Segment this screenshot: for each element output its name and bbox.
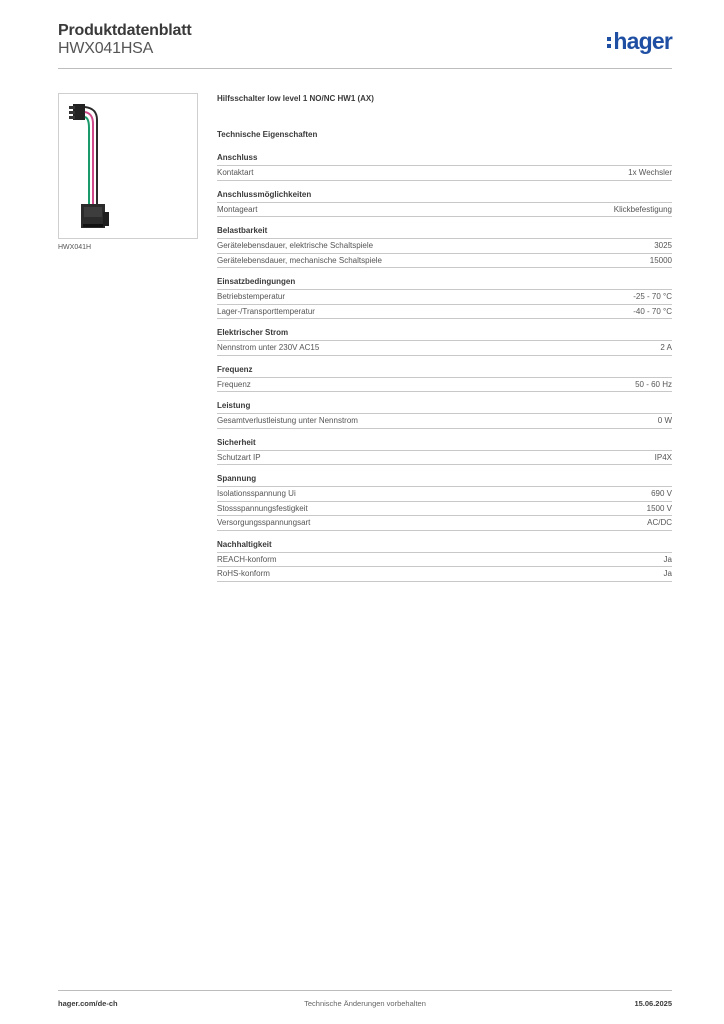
auxiliary-switch-illustration	[59, 94, 197, 238]
logo-mark-icon	[607, 37, 611, 48]
spec-row	[217, 516, 672, 531]
spec-value: 2 A	[660, 343, 672, 352]
spec-label: Gerätelebensdauer, mechanische Schaltspiele	[217, 255, 382, 265]
spec-label: Gesamtverlustleistung unter Nennstrom	[217, 416, 358, 425]
spec-label: Kontaktart	[217, 168, 254, 177]
spec-row	[217, 487, 672, 502]
spec-label: Lager-/Transporttemperatur	[217, 306, 315, 316]
spec-label: Versorgungsspannungsart	[217, 518, 311, 527]
spec-row	[217, 553, 672, 568]
spec-value: -25 - 70 °C	[633, 292, 672, 301]
spec-group-title: Belastbarkeit	[217, 225, 672, 239]
spec-value: 1x Wechsler	[628, 168, 672, 177]
spec-row	[217, 567, 672, 582]
image-caption: HWX041H	[58, 244, 92, 251]
spec-value: -40 - 70 °C	[633, 306, 672, 316]
spec-group	[217, 473, 672, 531]
spec-value: 0 W	[657, 416, 672, 425]
spec-group	[217, 276, 672, 319]
spec-row	[217, 378, 672, 393]
spec-label: Isolationsspannung Ui	[217, 489, 296, 498]
spec-row	[217, 239, 672, 254]
page-footer	[58, 990, 672, 1008]
spec-label: Nennstrom unter 230V AC15	[217, 343, 320, 352]
spec-value: IP4X	[654, 452, 672, 462]
spec-group	[217, 539, 672, 582]
spec-group	[217, 364, 672, 393]
specifications	[217, 94, 672, 582]
spec-label: REACH-konform	[217, 554, 277, 564]
spec-label: Schutzart IP	[217, 452, 261, 462]
footer-website-link[interactable]: hager.com/de-ch	[58, 999, 118, 1008]
spec-row	[217, 254, 672, 269]
footer-notice: Technische Änderungen vorbehalten	[304, 999, 426, 1008]
spec-row	[217, 166, 672, 181]
spec-row	[217, 451, 672, 466]
spec-group-title: Nachhaltigkeit	[217, 539, 672, 553]
spec-group-title: Frequenz	[217, 364, 672, 378]
spec-row	[217, 341, 672, 356]
spec-group-title: Einsatzbedingungen	[217, 276, 672, 290]
spec-row	[217, 502, 672, 517]
spec-label: Stossspannungsfestigkeit	[217, 503, 308, 513]
spec-value: 690 V	[651, 489, 672, 498]
spec-label: Betriebstemperatur	[217, 292, 286, 301]
spec-value: 1500 V	[646, 503, 672, 513]
spec-group-title: Anschlussmöglichkeiten	[217, 189, 672, 203]
document-title: Produktdatenblatt	[58, 22, 192, 39]
logo-text: hager	[613, 28, 672, 54]
spec-label: RoHS-konform	[217, 569, 270, 578]
spec-group	[217, 189, 672, 218]
spec-group	[217, 327, 672, 356]
spec-group-title: Leistung	[217, 400, 672, 414]
spec-row	[217, 414, 672, 429]
spec-group	[217, 225, 672, 268]
spec-group	[217, 400, 672, 429]
header-divider	[58, 68, 672, 69]
hager-logo	[607, 28, 672, 55]
spec-value: 3025	[654, 241, 672, 250]
product-name: Hilfsschalter low level 1 NO/NC HW1 (AX)	[217, 94, 374, 103]
spec-value: Klickbefestigung	[613, 204, 672, 214]
section-title: Technische Eigenschaften	[217, 130, 318, 139]
spec-value: Ja	[663, 569, 672, 578]
spec-value: Ja	[663, 554, 672, 564]
spec-group	[217, 437, 672, 466]
spec-group-title: Sicherheit	[217, 437, 672, 451]
spec-group-title: Spannung	[217, 473, 672, 487]
spec-value: 50 - 60 Hz	[635, 379, 672, 389]
spec-row	[217, 290, 672, 305]
footer-date: 15.06.2025	[634, 999, 672, 1008]
spec-label: Frequenz	[217, 379, 251, 389]
spec-label: Montageart	[217, 204, 258, 214]
spec-group	[217, 152, 672, 181]
product-image	[58, 93, 198, 239]
spec-value: 15000	[649, 255, 672, 265]
spec-group-title: Anschluss	[217, 152, 672, 166]
spec-label: Gerätelebensdauer, elektrische Schaltspiele	[217, 241, 374, 250]
page-header	[58, 20, 672, 70]
spec-group-title: Elektrischer Strom	[217, 327, 672, 341]
spec-row	[217, 305, 672, 320]
product-code: HWX041HSA	[58, 40, 154, 57]
spec-groups	[217, 152, 672, 582]
spec-value: AC/DC	[647, 518, 672, 527]
spec-row	[217, 203, 672, 218]
footer-divider	[58, 990, 672, 991]
